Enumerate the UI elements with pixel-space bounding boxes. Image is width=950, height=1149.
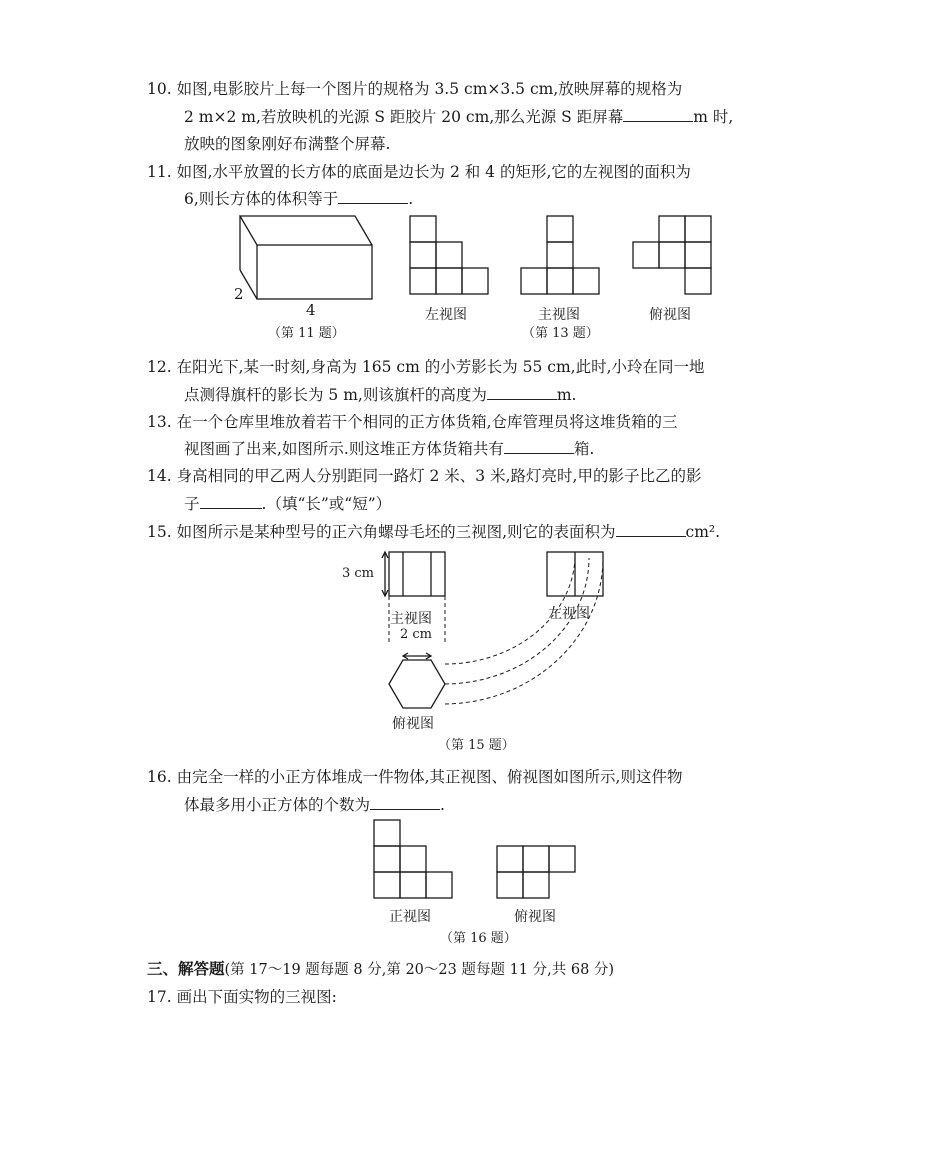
q16-text-2: 体最多用小正方体的个数为: [184, 796, 371, 814]
q16-line2: [184, 795, 445, 815]
q10-text-2: 2 m×2 m,若放映机的光源 S 距胶片 20 cm,那么光源 S 距屏幕: [184, 108, 624, 126]
q13-number: 13.: [147, 413, 172, 431]
fig11-dim-depth: 2: [234, 285, 244, 303]
fig15-hexagon-top-view: [389, 660, 445, 708]
q13-text-1: 在一个仓库里堆放着若干个相同的正方体货箱,仓库管理员将这堆货箱的三: [176, 413, 678, 431]
q12-text-2b: m.: [556, 386, 577, 404]
fig16-top-view-grid: [497, 846, 575, 898]
fig15-front-view-label: 主视图: [390, 611, 432, 627]
answer-blank[interactable]: [487, 385, 557, 400]
fig13-top-view-grid: [633, 216, 711, 294]
q17-text: 画出下面实物的三视图:: [176, 988, 337, 1006]
section3-heading: [147, 959, 614, 980]
fig13-front-view-grid: [521, 216, 599, 294]
q15-text-unit: cm².: [685, 523, 721, 541]
q14-text-2b: .（填“长”或“短”）: [261, 495, 392, 513]
q14-text-2: 子: [184, 495, 200, 513]
fig13-left-view-label: 左视图: [425, 307, 467, 323]
q17-number: 17.: [147, 988, 172, 1006]
fig16-front-view-label: 正视图: [389, 909, 431, 925]
q16-text-1: 由完全一样的小正方体堆成一件物体,其正视图、俯视图如图所示,则这件物: [176, 768, 683, 786]
q12-text-2: 点测得旗杆的影长为 5 m,则该旗杆的高度为: [184, 386, 487, 404]
fig13-caption: （第 13 题）: [522, 326, 599, 341]
q13-text-2b: 箱.: [573, 440, 595, 458]
fig15-hex-nut-views: [340, 548, 620, 728]
fig13-three-views: [405, 210, 725, 305]
q12-line2: [184, 385, 576, 405]
answer-blank[interactable]: [338, 189, 408, 204]
fig13-left-view-grid: [410, 216, 488, 294]
fig15-left-view-label: 左视图: [548, 606, 590, 622]
fig11-dim-length: 4: [306, 301, 316, 319]
q17-line1: [147, 987, 337, 1007]
q10-text-2b: m 时,: [693, 108, 734, 126]
q10-text-1: 如图,电影胶片上每一个图片的规格为 3.5 cm×3.5 cm,放映屏幕的规格为: [176, 80, 683, 98]
fig16-caption: （第 16 题）: [440, 931, 517, 946]
q13-line2: [184, 439, 594, 459]
q12-number: 12.: [147, 358, 172, 376]
fig15-caption: （第 15 题）: [438, 738, 515, 753]
q10-line1: [147, 79, 682, 99]
q16-line1: [147, 767, 682, 787]
q15-number: 15.: [147, 523, 172, 541]
q11-line1: [147, 162, 691, 182]
q14-line1: [147, 466, 701, 486]
fig16-views: [370, 816, 590, 904]
box-front-face: [257, 245, 372, 299]
q12-line1: [147, 357, 705, 377]
q15-line1: [147, 522, 720, 542]
fig13-front-view-label: 主视图: [538, 307, 580, 323]
fig16-top-view-label: 俯视图: [514, 909, 556, 925]
q13-text-2: 视图画了出来,如图所示.则这堆正方体货箱共有: [184, 440, 504, 458]
q11-line2: [184, 189, 413, 209]
q14-line2: [184, 494, 391, 514]
q11-number: 11.: [147, 163, 172, 181]
q10-line3: [184, 134, 390, 154]
answer-blank[interactable]: [200, 494, 262, 509]
fig15-side-label: 2 cm: [400, 627, 433, 642]
fig15-front-view: [389, 552, 445, 596]
fig13-top-view-label: 俯视图: [649, 307, 691, 323]
q13-line1: [147, 412, 678, 432]
answer-blank[interactable]: [623, 107, 693, 122]
q11-text-2: 6,则长方体的体积等于: [184, 190, 339, 208]
fig11-caption: （第 11 题）: [268, 326, 345, 341]
q11-text-2b: .: [408, 190, 414, 208]
answer-blank[interactable]: [370, 795, 440, 810]
q10-number: 10.: [147, 80, 172, 98]
q11-text-1: 如图,水平放置的长方体的底面是边长为 2 和 4 的矩形,它的左视图的面积为: [176, 163, 691, 181]
fig11-box-drawing: [230, 212, 380, 307]
q14-number: 14.: [147, 467, 172, 485]
q15-text-1: 如图所示是某种型号的正六角螺母毛坯的三视图,则它的表面积为: [176, 523, 616, 541]
q10-line2: [184, 107, 733, 127]
box-top-face: [240, 216, 372, 245]
q16-text-2b: .: [440, 796, 445, 814]
fig16-front-view-grid: [374, 820, 452, 898]
q12-text-1: 在阳光下,某一时刻,身高为 165 cm 的小芳影长为 55 cm,此时,小玲在同一地: [176, 358, 705, 376]
section3-title: 三、解答题: [147, 959, 225, 978]
section3-note: (第 17～19 题每题 8 分,第 20～23 题每题 11 分,共 68 分): [224, 962, 615, 978]
q14-text-1: 身高相同的甲乙两人分别距同一路灯 2 米、3 米,路灯亮时,甲的影子比乙的影: [176, 467, 702, 485]
fig15-height-label: 3 cm: [342, 566, 375, 581]
answer-blank[interactable]: [616, 522, 686, 537]
answer-blank[interactable]: [504, 439, 574, 454]
q16-number: 16.: [147, 768, 172, 786]
q10-text-3: 放映的图象刚好布满整个屏幕.: [184, 135, 391, 153]
fig15-top-view-label: 俯视图: [392, 716, 434, 732]
